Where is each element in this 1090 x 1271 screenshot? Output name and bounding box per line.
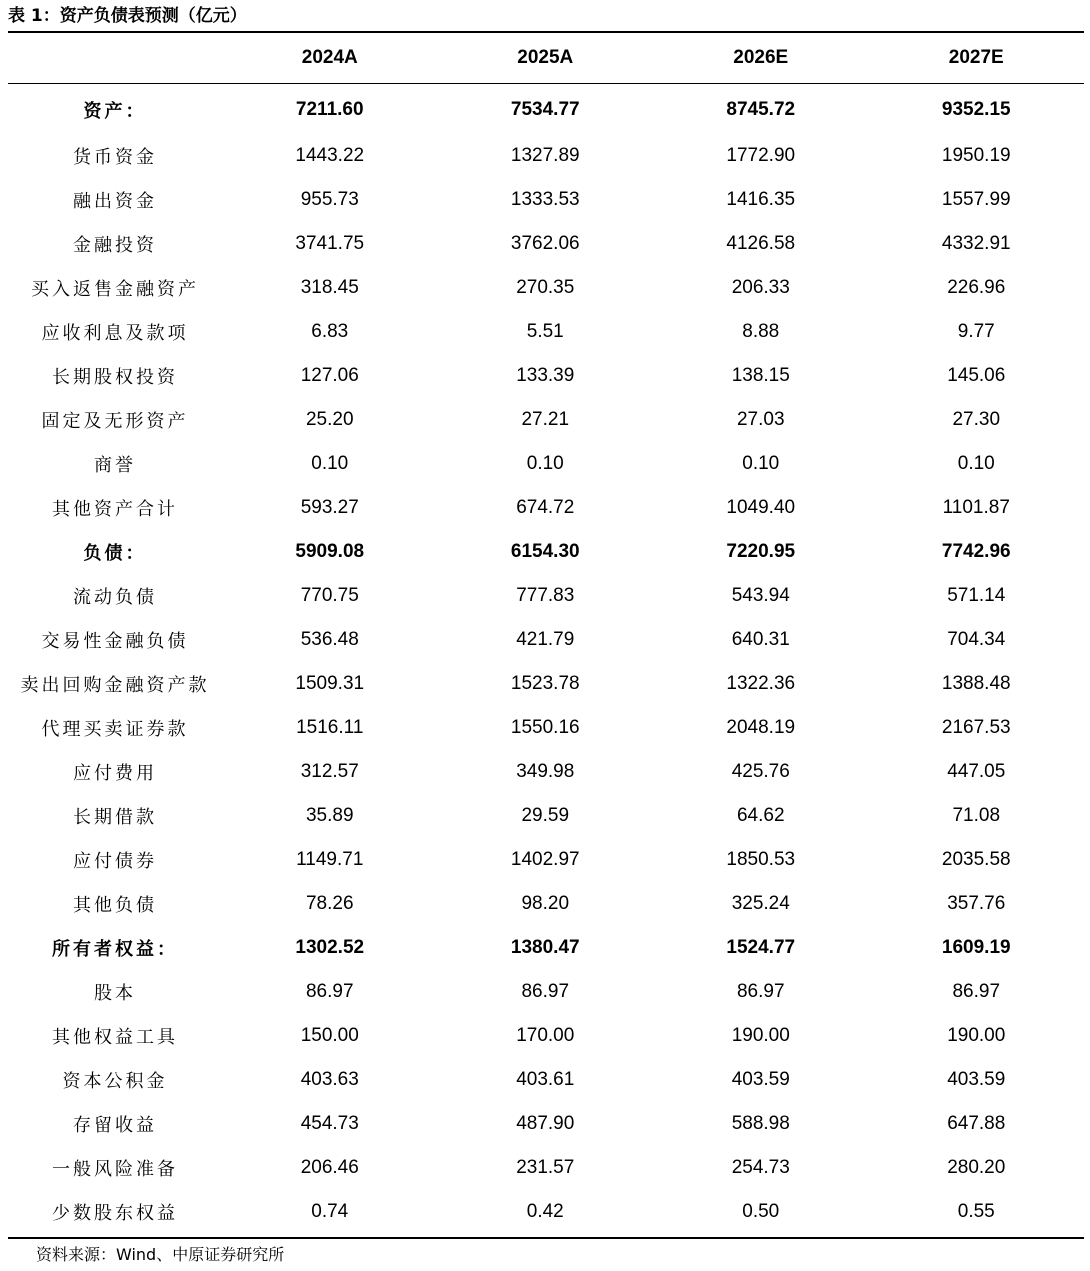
cell-value: 1550.16 — [510, 717, 580, 738]
table-row — [8, 1014, 1084, 1058]
cell-value: 403.63 — [300, 1069, 359, 1090]
cell-value: 1101.87 — [942, 497, 1010, 518]
cell-value: 4332.91 — [941, 233, 1011, 254]
cell-value: 7211.60 — [295, 98, 364, 120]
row-label: 固定及无形资产 — [41, 411, 189, 432]
row-label: 股本 — [94, 983, 136, 1004]
table-row — [8, 662, 1084, 706]
row-label: 所有者权益： — [52, 939, 178, 960]
column-header: 2027E — [948, 47, 1004, 68]
row-label: 代理买卖证券款 — [41, 719, 189, 740]
cell-value: 71.08 — [952, 805, 1001, 826]
cell-value: 2167.53 — [941, 717, 1011, 738]
cell-value: 254.73 — [731, 1157, 790, 1178]
cell-value: 27.03 — [736, 409, 785, 430]
cell-value: 1443.22 — [295, 145, 365, 166]
row-label: 其他负债 — [73, 895, 157, 916]
cell-value: 0.74 — [311, 1201, 349, 1222]
row-label: 一般风险准备 — [52, 1159, 178, 1180]
cell-value: 27.30 — [952, 409, 1001, 430]
table-row — [8, 442, 1084, 486]
row-label: 其他权益工具 — [52, 1027, 178, 1048]
cell-value: 1149.71 — [296, 849, 364, 870]
cell-value: 454.73 — [300, 1113, 359, 1134]
cell-value: 1609.19 — [941, 937, 1011, 958]
cell-value: 571.14 — [947, 585, 1006, 606]
cell-value: 777.83 — [516, 585, 575, 606]
cell-value: 145.06 — [947, 365, 1006, 386]
cell-value: 1333.53 — [510, 189, 580, 210]
cell-value: 349.98 — [516, 761, 575, 782]
cell-value: 86.97 — [521, 981, 570, 1002]
row-label: 货币资金 — [73, 147, 157, 168]
table-row — [8, 1102, 1084, 1146]
cell-value: 1416.35 — [726, 189, 796, 210]
cell-value: 1950.19 — [941, 145, 1011, 166]
cell-value: 770.75 — [300, 585, 359, 606]
row-label: 买入返售金融资产 — [31, 279, 199, 300]
cell-value: 280.20 — [947, 1157, 1006, 1178]
cell-value: 425.76 — [731, 761, 790, 782]
cell-value: 2035.58 — [941, 849, 1011, 870]
cell-value: 86.97 — [305, 981, 354, 1002]
balance-sheet-table — [8, 33, 1084, 1234]
cell-value: 8.88 — [742, 321, 780, 342]
table-row — [8, 618, 1084, 662]
cell-value: 86.97 — [952, 981, 1001, 1002]
cell-value: 27.21 — [521, 409, 570, 430]
cell-value: 35.89 — [305, 805, 354, 826]
row-label: 卖出回购金融资产款 — [20, 675, 210, 696]
cell-value: 0.10 — [526, 453, 564, 474]
row-label: 负债： — [83, 543, 147, 564]
section-row — [8, 530, 1084, 574]
cell-value: 588.98 — [731, 1113, 790, 1134]
row-label: 长期借款 — [73, 807, 157, 828]
header-row — [8, 33, 1084, 83]
cell-value: 1772.90 — [726, 145, 796, 166]
cell-value: 403.61 — [516, 1069, 575, 1090]
cell-value: 325.24 — [731, 893, 790, 914]
cell-value: 133.39 — [516, 365, 575, 386]
cell-value: 403.59 — [731, 1069, 790, 1090]
table-caption: 表 1：资产负债表预测（亿元） — [8, 6, 247, 26]
cell-value: 150.00 — [300, 1025, 359, 1046]
cell-value: 1850.53 — [726, 849, 796, 870]
cell-value: 403.59 — [947, 1069, 1006, 1090]
cell-value: 0.42 — [526, 1201, 564, 1222]
table-row — [8, 794, 1084, 838]
table-row — [8, 750, 1084, 794]
table-row — [8, 486, 1084, 530]
cell-value: 0.10 — [742, 453, 780, 474]
cell-value: 1524.77 — [726, 937, 796, 958]
cell-value: 5909.08 — [295, 541, 365, 562]
cell-value: 190.00 — [731, 1025, 790, 1046]
row-label: 应付债券 — [73, 851, 157, 872]
table-row — [8, 882, 1084, 926]
table-body — [8, 83, 1084, 1234]
cell-value: 7534.77 — [510, 98, 580, 120]
cell-value: 1049.40 — [726, 497, 796, 518]
table-row — [8, 134, 1084, 178]
cell-value: 674.72 — [516, 497, 575, 518]
cell-value: 6154.30 — [510, 541, 580, 562]
cell-value: 1516.11 — [296, 717, 364, 738]
cell-value: 487.90 — [516, 1113, 575, 1134]
column-header: 2026E — [733, 47, 789, 68]
row-label: 存留收益 — [73, 1115, 157, 1136]
table-row — [8, 178, 1084, 222]
cell-value: 647.88 — [947, 1113, 1006, 1134]
cell-value: 5.51 — [526, 321, 564, 342]
cell-value: 1402.97 — [510, 849, 580, 870]
row-label: 其他资产合计 — [52, 499, 178, 520]
table-row — [8, 838, 1084, 882]
row-label: 流动负债 — [73, 587, 157, 608]
cell-value: 9.77 — [957, 321, 995, 342]
cell-value: 270.35 — [516, 277, 575, 298]
cell-value: 3762.06 — [510, 233, 580, 254]
cell-value: 704.34 — [947, 629, 1006, 650]
section-row — [8, 926, 1084, 970]
cell-value: 226.96 — [947, 277, 1006, 298]
column-header: 2024A — [301, 47, 358, 68]
cell-value: 543.94 — [731, 585, 790, 606]
cell-value: 8745.72 — [726, 98, 796, 120]
table-row — [8, 354, 1084, 398]
table-row — [8, 574, 1084, 618]
cell-value: 0.10 — [957, 453, 995, 474]
cell-value: 421.79 — [516, 629, 575, 650]
row-label: 金融投资 — [73, 235, 157, 256]
cell-value: 447.05 — [947, 761, 1006, 782]
cell-value: 1322.36 — [726, 673, 796, 694]
cell-value: 170.00 — [516, 1025, 575, 1046]
column-header: 2025A — [517, 47, 574, 68]
row-label: 商誉 — [94, 455, 136, 476]
cell-value: 357.76 — [947, 893, 1006, 914]
cell-value: 640.31 — [731, 629, 790, 650]
cell-value: 1388.48 — [941, 673, 1011, 694]
cell-value: 318.45 — [300, 277, 359, 298]
cell-value: 138.15 — [731, 365, 790, 386]
cell-value: 231.57 — [516, 1157, 575, 1178]
cell-value: 2048.19 — [726, 717, 796, 738]
source-note: 资料来源：Wind、中原证券研究所 — [36, 1245, 285, 1264]
column-header — [8, 33, 222, 83]
row-label: 融出资金 — [73, 191, 157, 212]
table-row — [8, 706, 1084, 750]
cell-value: 1380.47 — [510, 937, 580, 958]
cell-value: 1523.78 — [510, 673, 580, 694]
cell-value: 1302.52 — [295, 937, 365, 958]
cell-value: 190.00 — [947, 1025, 1006, 1046]
section-row — [8, 83, 1084, 134]
cell-value: 536.48 — [300, 629, 359, 650]
cell-value: 7742.96 — [941, 541, 1011, 562]
cell-value: 4126.58 — [726, 233, 796, 254]
cell-value: 1327.89 — [510, 145, 580, 166]
cell-value: 3741.75 — [295, 233, 365, 254]
cell-value: 86.97 — [736, 981, 785, 1002]
row-label: 应收利息及款项 — [41, 323, 189, 344]
cell-value: 0.55 — [957, 1201, 995, 1222]
cell-value: 64.62 — [736, 805, 785, 826]
row-label: 应付费用 — [73, 763, 157, 784]
cell-value: 6.83 — [311, 321, 349, 342]
table-row — [8, 398, 1084, 442]
cell-value: 593.27 — [300, 497, 359, 518]
header-rule — [8, 83, 1084, 84]
row-label: 长期股权投资 — [52, 367, 178, 388]
row-label: 资本公积金 — [62, 1071, 168, 1092]
table-row — [8, 1146, 1084, 1190]
table-row — [8, 1190, 1084, 1234]
row-label: 交易性金融负债 — [41, 631, 189, 652]
row-label: 资产： — [83, 100, 147, 122]
cell-value: 78.26 — [305, 893, 354, 914]
cell-value: 7220.95 — [726, 541, 796, 562]
cell-value: 312.57 — [300, 761, 359, 782]
cell-value: 127.06 — [300, 365, 359, 386]
cell-value: 1557.99 — [941, 189, 1011, 210]
table-row — [8, 222, 1084, 266]
cell-value: 29.59 — [521, 805, 570, 826]
cell-value: 206.46 — [300, 1157, 359, 1178]
table-row — [8, 266, 1084, 310]
bottom-rule — [8, 1237, 1084, 1239]
cell-value: 9352.15 — [941, 98, 1011, 120]
row-label: 少数股东权益 — [52, 1203, 178, 1224]
cell-value: 206.33 — [731, 277, 790, 298]
cell-value: 25.20 — [305, 409, 354, 430]
cell-value: 0.50 — [742, 1201, 780, 1222]
cell-value: 98.20 — [521, 893, 570, 914]
table-row — [8, 970, 1084, 1014]
table-row — [8, 1058, 1084, 1102]
cell-value: 955.73 — [300, 189, 359, 210]
cell-value: 0.10 — [311, 453, 349, 474]
table-row — [8, 310, 1084, 354]
cell-value: 1509.31 — [295, 673, 365, 694]
